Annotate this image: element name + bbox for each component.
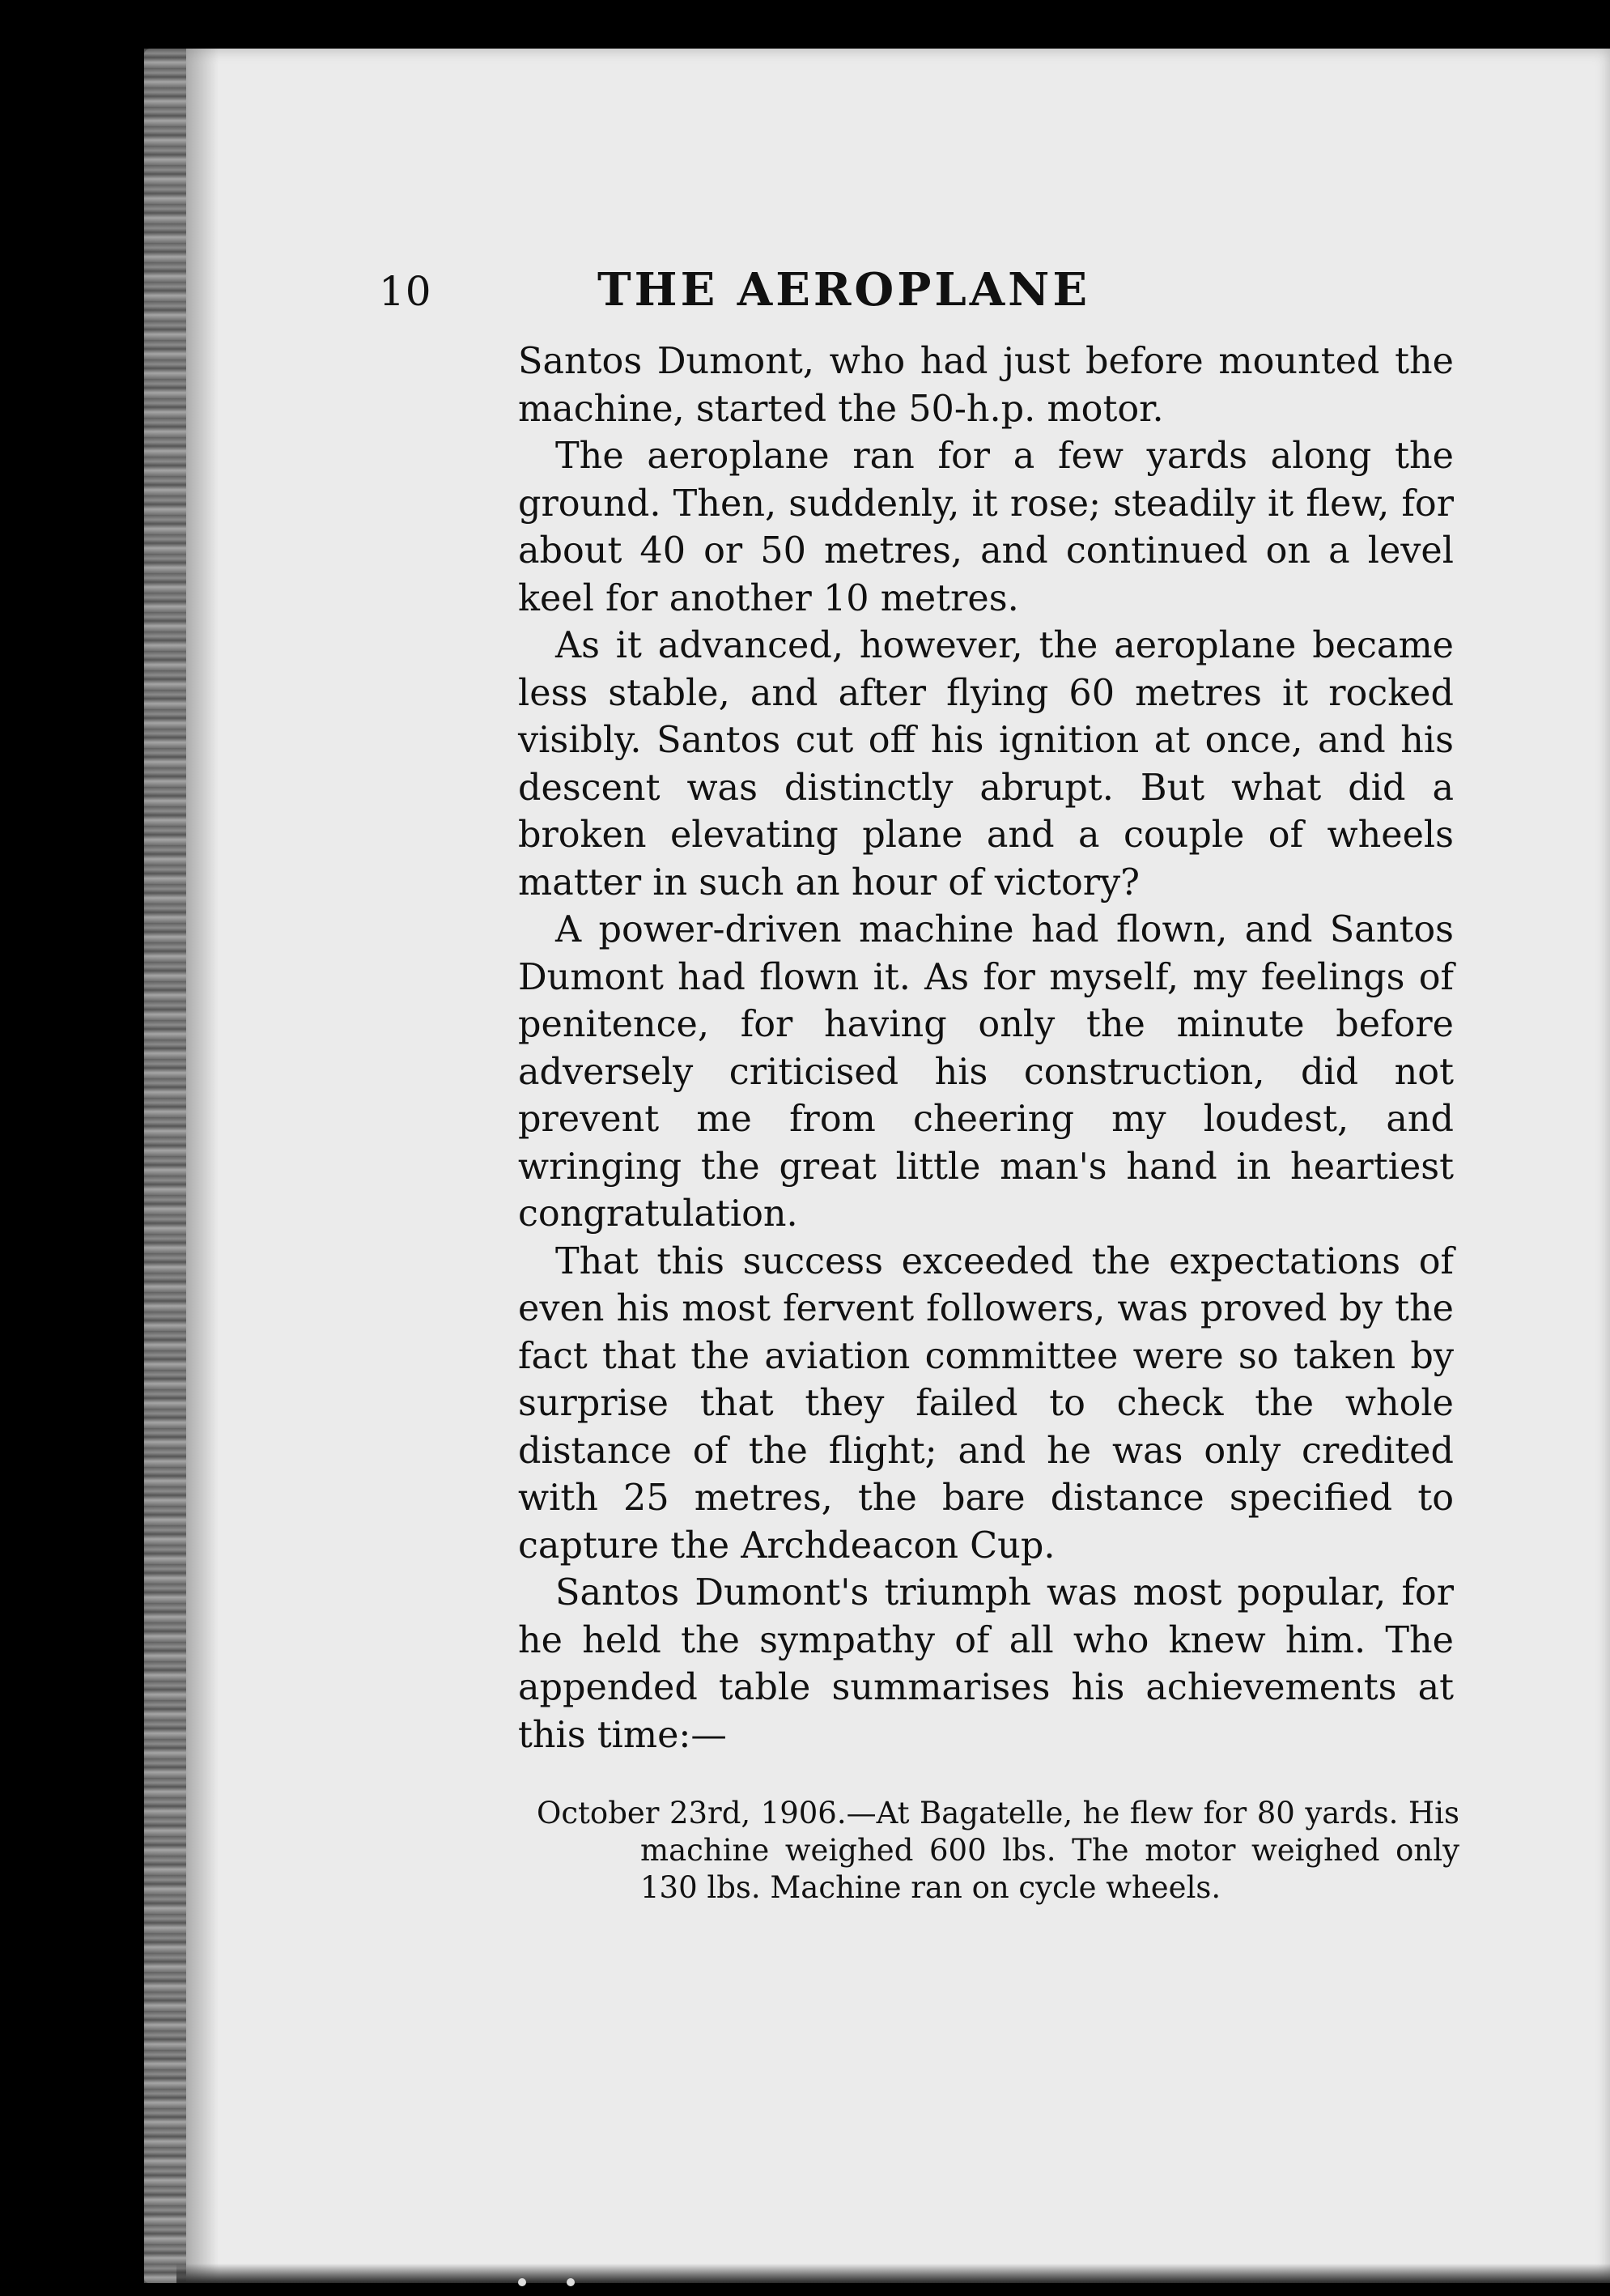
paragraph: Santos Dumont's triumph was most popular, for he held the sympathy of all who knew him. The appended table summarises his achievements at this time:— bbox=[518, 1572, 1454, 1756]
paragraph: That this success exceeded the expectations of even his most fervent followers, was proved by the fact that the aviation committee were so taken by surprise that they failed to check the whole distance of the flight; and he was only credited with 25 metres, the bare distance specified to capture the Archdeacon Cup. bbox=[518, 1240, 1454, 1567]
scan-marks bbox=[518, 2275, 615, 2291]
page-left-edge bbox=[144, 49, 186, 2283]
achievements-table bbox=[537, 1795, 1459, 1907]
paragraph: Santos Dumont, who had just before mounted the machine, started the 50-h.p. motor. bbox=[518, 341, 1454, 430]
page-number: 10 bbox=[379, 268, 432, 315]
scan-mark bbox=[518, 2278, 526, 2286]
paragraph: As it advanced, however, the aeroplane became less stable, and after flying 60 metres it rocked visibly. Santos cut off his ignition at once, and his descent was distinctly abrupt. But what did a broken elevating plane and a couple of wheels matter in such an hour of victory? bbox=[518, 625, 1454, 904]
page-bottom-edge bbox=[176, 2264, 1610, 2283]
page-edge-shadow bbox=[186, 49, 219, 2283]
paragraph: A power-driven machine had flown, and Santos Dumont had flown it. As for myself, my feelings of penitence, for having only the minute before adversely criticised his construction, did not prevent me from cheering my loudest, and wringing the great little man's hand in heartiest congratulation. bbox=[518, 909, 1454, 1235]
page-header bbox=[379, 263, 1463, 328]
paragraph: The aeroplane ran for a few yards along the ground. Then, suddenly, it rose; steadily it flew, for about 40 or 50 metres, and continued on a level keel for another 10 metres. bbox=[518, 436, 1454, 619]
achievement-entry: October 23rd, 1906.—At Bagatelle, he flew for 80 yards. His machine weighed 600 lbs. The motor weighed only 130 lbs. Machine ran on cycle wheels. bbox=[537, 1796, 1459, 1905]
body-text bbox=[518, 338, 1454, 1759]
scan-mark bbox=[567, 2278, 575, 2286]
running-title: THE AEROPLANE bbox=[597, 263, 1091, 317]
